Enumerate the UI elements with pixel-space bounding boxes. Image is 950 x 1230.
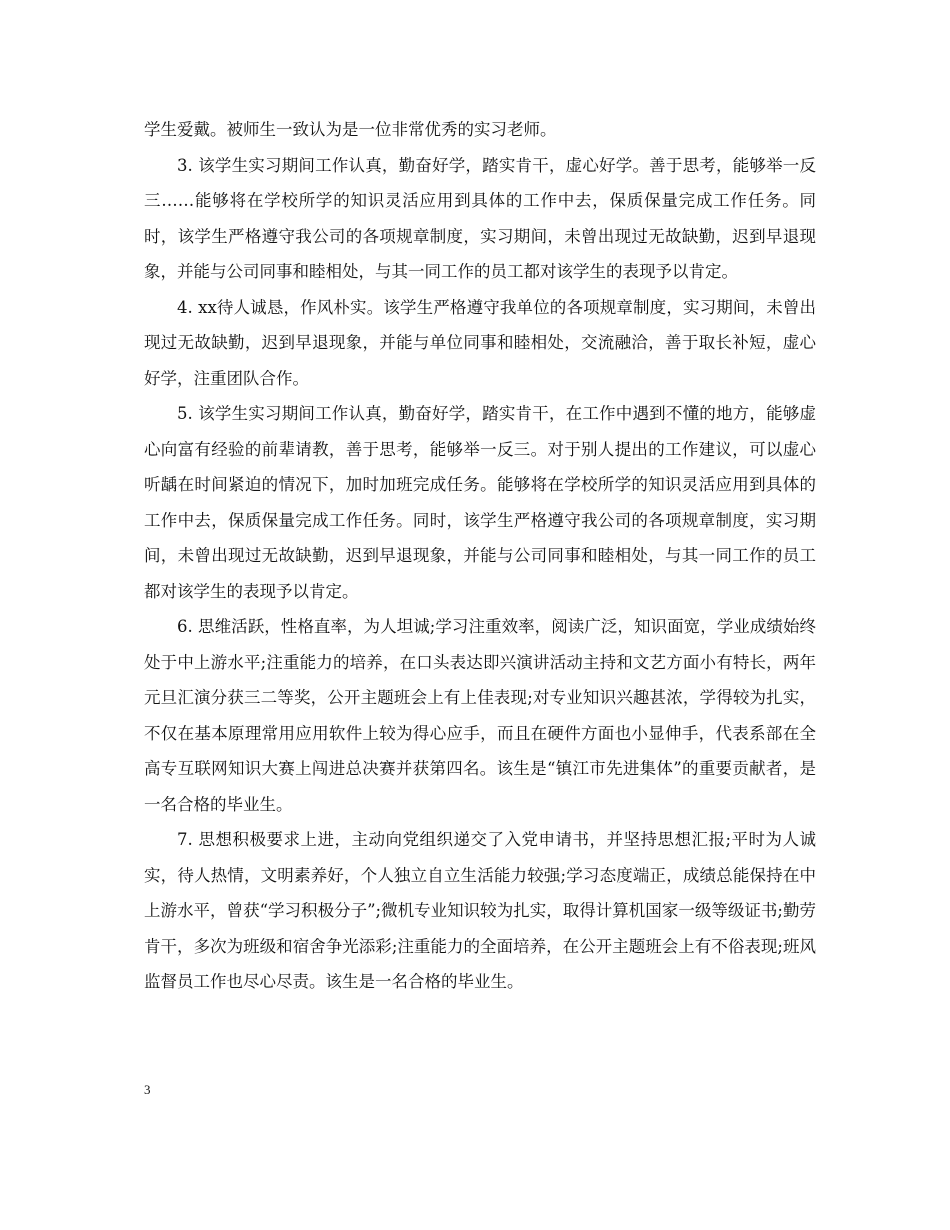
paragraph-item-5: 5. 该学生实习期间工作认真，勤奋好学，踏实肯干，在工作中遇到不懂的地方，能够虚心向富有经验的前辈请教，善于思考，能够举一反三。对于别人提出的工作建议，可以虚心听龋在时间紧迫的情况下，加时加班完成任务。能够将在学校所学的知识灵活应用到具体的工作中去，保质保量完成工作任务。同时，该学生严格遵守我公司的各项规章制度，实习期间，未曾出现过无故缺勤，迟到早退现象，并能与公司同事和睦相处，与其一同工作的员工都对该学生的表现予以肯定。 [144, 404, 816, 601]
document-body [144, 112, 816, 1000]
paragraph-item-7: 7. 思想积极要求上进，主动向党组织递交了入党申请书，并坚持思想汇报;平时为人诚实，待人热情，文明素养好，个人独立自立生活能力较强;学习态度端正，成绩总能保持在中上游水平，曾获“学习积极分子”;微机专业知识较为扎实，取得计算机国家一级等级证书;勤劳肯干，多次为班级和宿舍争光添彩;注重能力的全面培养，在公开主题班会上有不俗表现;班风监督员工作也尽心尽责。该生是一名合格的毕业生。 [144, 830, 816, 991]
paragraph-continuation: 学生爱戴。被师生一致认为是一位非常优秀的实习老师。 [144, 120, 557, 139]
paragraph-item-6: 6. 思维活跃，性格直率，为人坦诚;学习注重效率，阅读广泛，知识面宽，学业成绩始终处于中上游水平;注重能力的培养，在口头表达即兴演讲活动主持和文艺方面小有特长，两年元旦汇演分获三二等奖，公开主题班会上有上佳表现;对专业知识兴趣甚浓，学得较为扎实，不仅在基本原理常用应用软件上较为得心应手，而且在硬件方面也小显伸手，代表系部在全高专互联网知识大赛上闯进总决赛并获第四名。该生是“镇江市先进集体”的重要贡献者，是一名合格的毕业生。 [144, 617, 816, 814]
paragraph-item-3: 3. 该学生实习期间工作认真，勤奋好学，踏实肯干，虚心好学。善于思考，能够举一反三……能够将在学校所学的知识灵活应用到具体的工作中去，保质保量完成工作任务。同时，该学生严格遵守我公司的各项规章制度，实习期间，未曾出现过无故缺勤，迟到早退现象，并能与公司同事和睦相处，与其一同工作的员工都对该学生的表现予以肯定。 [144, 155, 816, 281]
paragraph-item-4: 4. xx待人诚恳，作风朴实。该学生严格遵守我单位的各项规章制度，实习期间，未曾出现过无故缺勤，迟到早退现象，并能与单位同事和睦相处，交流融洽，善于取长补短，虚心好学，注重团队合作。 [144, 297, 816, 388]
page-number: 3 [144, 1082, 151, 1097]
